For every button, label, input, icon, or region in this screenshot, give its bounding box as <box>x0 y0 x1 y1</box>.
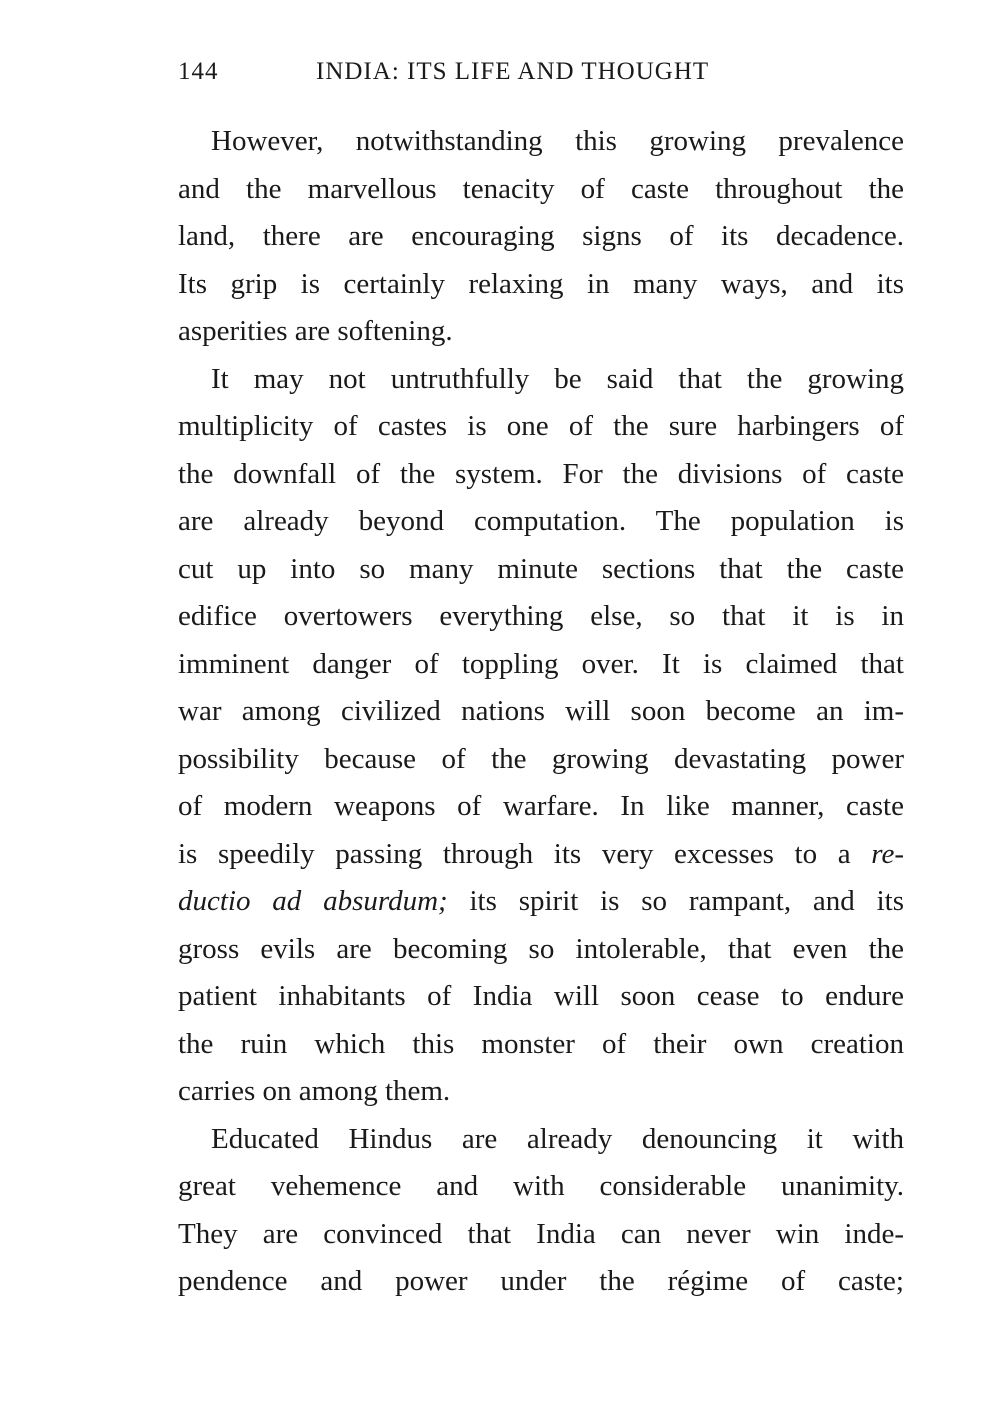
text-line: edifice overtowers everything else, so that it is in <box>178 600 904 632</box>
text-line: carries on among them. <box>178 1075 451 1107</box>
text-line: and the marvellous tenacity of caste throughout the <box>178 172 904 205</box>
text-line: pendence and power under the régime of caste; <box>178 1265 904 1297</box>
text-run: is speedily passing through its very excesses to a <box>178 837 872 870</box>
page-header <box>178 58 908 98</box>
text-line: multiplicity of castes is one of the sure harbingers of <box>178 410 904 442</box>
text-line-mixed <box>178 878 904 926</box>
text-line: war among civilized nations will soon become an im- <box>178 695 904 727</box>
text-line: imminent danger of toppling over. It is claimed that <box>178 647 904 680</box>
text-line: the ruin which this monster of their own creation <box>178 1027 904 1060</box>
text-line: of modern weapons of warfare. In like manner, caste <box>178 790 904 822</box>
text-line: Its grip is certainly relaxing in many ways, and its <box>178 267 904 300</box>
text-line: are already beyond computation. The population is <box>178 505 904 537</box>
text-line: However, notwithstanding this growing prevalence <box>211 125 904 157</box>
body-text <box>178 118 904 1306</box>
text-line-mixed <box>178 831 904 879</box>
running-title: INDIA: ITS LIFE AND THOUGHT <box>316 58 710 85</box>
italic-text-run: re- <box>871 837 904 870</box>
page-number: 144 <box>178 58 219 85</box>
text-line: great vehemence and with considerable unanimity. <box>178 1170 904 1202</box>
text-line: Educated Hindus are already denouncing it with <box>211 1122 904 1155</box>
text-line: cut up into so many minute sections that the caste <box>178 552 904 585</box>
text-line: They are convinced that India can never win inde- <box>178 1217 904 1250</box>
text-line: asperities are softening. <box>178 315 453 347</box>
text-line: It may not untruthfully be said that the growing <box>211 362 904 395</box>
text-run: its spirit is so rampant, and its <box>447 885 904 917</box>
italic-text-run: ductio ad absurdum; <box>178 885 448 917</box>
text-line: patient inhabitants of India will soon cease to endure <box>178 980 904 1012</box>
text-line: land, there are encouraging signs of its decadence. <box>178 220 904 252</box>
text-line: gross evils are becoming so intolerable, that even the <box>178 932 904 965</box>
text-line: possibility because of the growing devastating power <box>178 742 904 775</box>
text-line: the downfall of the system. For the divisions of caste <box>178 457 904 490</box>
